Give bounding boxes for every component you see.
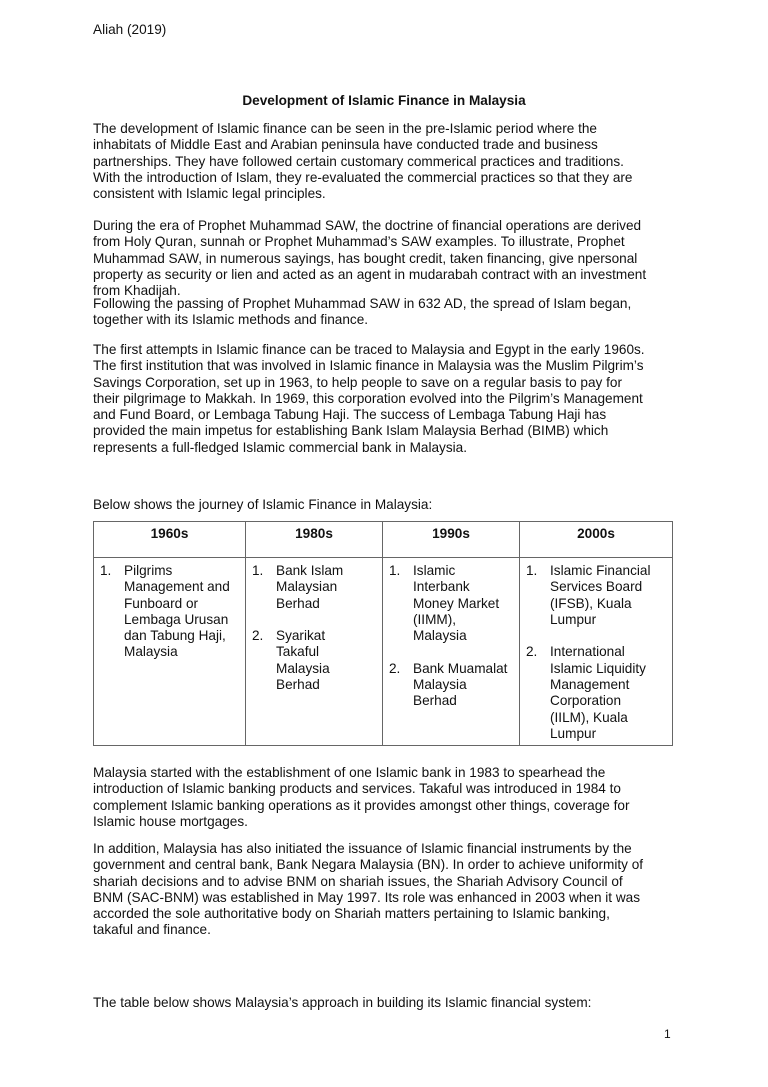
list-item	[387, 661, 515, 710]
paragraph	[93, 765, 629, 830]
page-number: 1	[664, 1027, 671, 1041]
text-line: Islamic Financial	[550, 563, 651, 578]
text-line: Malaysia	[276, 660, 330, 676]
list-number: 1.	[526, 563, 538, 578]
list-item	[250, 563, 378, 612]
text-line: The development of Islamic finance can be seen in the pre-Islamic period where the	[93, 121, 597, 136]
list-text	[276, 563, 343, 612]
text-line: Malaysia	[413, 628, 467, 644]
text-line: During the era of Prophet Muhammad SAW, the doctrine of financial operations are derived	[93, 218, 642, 233]
text-line: Bank Muamalat	[413, 660, 508, 676]
text-line: Berhad	[276, 595, 320, 611]
text-line: their pilgrimage to Makkah. In 1969, this corporation evolved into the Pilgrim’s Management	[93, 390, 643, 406]
list-item	[524, 563, 668, 628]
text-line: partnerships. They have followed certain customary commerical practices and traditions.	[93, 153, 624, 169]
text-line: Savings Corporation, set up in 1963, to help people to save on a regular basis to pay for	[93, 374, 622, 390]
text-line: Berhad	[413, 693, 457, 709]
paragraph	[93, 841, 643, 939]
text-line: accorded the sole authoritative body on Shariah matters pertaining to Islamic banking,	[93, 906, 610, 922]
text-line: Lembaga Urusan	[124, 611, 229, 627]
text-line: Money Market	[413, 595, 500, 611]
text-line: complement Islamic banking operations as it provides amongst other things, coverage for	[93, 797, 630, 813]
text-line: Islamic Liquidity	[550, 660, 646, 676]
text-line: Syarikat	[276, 628, 326, 644]
text-line: government and central bank, Bank Negara Malaysia (BN). In order to achieve uniformity of	[93, 857, 644, 873]
text-line: (IILM), Kuala	[550, 709, 628, 725]
page-header: Aliah (2019)	[93, 22, 167, 37]
text-line: from Holy Quran, sunnah or Prophet Muhammad’s SAW examples. To illustrate, Prophet	[93, 234, 625, 250]
text-line: Lumpur	[550, 611, 597, 627]
list-number: 1.	[389, 563, 401, 578]
text-line: Malaysia	[413, 677, 467, 693]
text-line: shariah decisions and to advise BNM on shariah issues, the Shariah Advisory Council of	[93, 873, 623, 889]
text-line: Funboard or	[124, 595, 199, 611]
text-line: and Fund Board, or Lembaga Tabung Haji. The success of Lembaga Tabung Haji has	[93, 407, 607, 423]
text-line: Management and	[124, 579, 230, 595]
text-line: Malaysia started with the establishment of one Islamic bank in 1983 to spearhead the	[93, 765, 606, 780]
text-line: from Khadijah.	[93, 283, 181, 299]
text-line: Bank Islam	[276, 563, 344, 578]
list-number: 1.	[252, 563, 264, 578]
text-line: represents a full-fledged Islamic commercial bank in Malaysia.	[93, 439, 467, 455]
text-line: International	[550, 644, 625, 660]
text-line: Takaful	[276, 644, 320, 660]
list-number: 2.	[526, 644, 538, 660]
text-line: takaful and finance.	[93, 922, 211, 938]
table-header: 1960s	[94, 522, 246, 558]
text-line: Pilgrims	[124, 563, 173, 578]
list-text	[413, 661, 507, 710]
text-line: Services Board	[550, 579, 643, 595]
paragraph	[93, 497, 432, 513]
text-line: In addition, Malaysia has also initiated the issuance of Islamic financial instruments by the	[93, 841, 632, 856]
text-line: introduction of Islamic banking products and services. Takaful was introduced in 1984 to	[93, 781, 621, 797]
text-line: consistent with Islamic legal principles.	[93, 186, 326, 202]
list-number: 1.	[100, 563, 112, 578]
text-line: Islamic	[413, 563, 456, 578]
table-header: 1980s	[246, 522, 383, 558]
timeline-table	[93, 521, 673, 746]
list-text	[276, 628, 330, 693]
table-cell	[383, 558, 520, 746]
list-item	[387, 563, 515, 644]
list-text	[550, 563, 650, 628]
table-row	[94, 558, 673, 746]
text-line: Corporation	[550, 693, 622, 709]
table-cell	[520, 558, 673, 746]
text-line: Below shows the journey of Islamic Finance in Malaysia:	[93, 497, 433, 512]
paragraph	[93, 995, 591, 1011]
text-line: The first attempts in Islamic finance can be traced to Malaysia and Egypt in the early 1960s.	[93, 342, 645, 357]
text-line: BNM (SAC-BNM) was established in May 1997. Its role was enhanced in 2003 when it was	[93, 889, 641, 905]
list-item	[250, 628, 378, 693]
paragraph	[93, 296, 631, 329]
text-line: (IIMM),	[413, 611, 457, 627]
text-line: (IFSB), Kuala	[550, 595, 632, 611]
text-line: together with its Islamic methods and finance.	[93, 312, 369, 328]
text-line: Muhammad SAW, in numerous sayings, has bought credit, taken financing, give npersonal	[93, 250, 638, 266]
paragraph	[93, 121, 632, 202]
text-line: Following the passing of Prophet Muhammad SAW in 632 AD, the spread of Islam began,	[93, 296, 632, 311]
list-number: 2.	[389, 660, 401, 676]
text-line: dan Tabung Haji,	[124, 628, 226, 644]
table-cell	[94, 558, 246, 746]
text-line: Management	[550, 677, 630, 693]
text-line: Lumpur	[550, 725, 597, 741]
paragraph	[93, 218, 646, 299]
list-text	[124, 563, 230, 661]
text-line: inhabitats of Middle East and Arabian peninsula have conducted trade and business	[93, 137, 598, 153]
table-cell	[246, 558, 383, 746]
text-line: provided the main impetus for establishing Bank Islam Malaysia Berhad (BIMB) which	[93, 423, 609, 439]
document-title: Development of Islamic Finance in Malaysia	[242, 93, 526, 108]
text-line: With the introduction of Islam, they re-evaluated the commercial practices so that they are	[93, 169, 633, 185]
list-text	[413, 563, 499, 644]
text-line: Malaysian	[276, 579, 338, 595]
list-text	[550, 644, 646, 742]
list-item	[524, 644, 668, 742]
list-number: 2.	[252, 628, 264, 644]
text-line: Islamic house mortgages.	[93, 813, 248, 829]
list-item	[98, 563, 241, 661]
text-line: The table below shows Malaysia’s approach in building its Islamic financial system:	[93, 995, 592, 1010]
table-header: 2000s	[520, 522, 673, 558]
table-header: 1990s	[383, 522, 520, 558]
text-line: property as security or lien and acted as an agent in mudarabah contract with an investment	[93, 266, 647, 282]
text-line: The first institution that was involved in Islamic finance in Malaysia was the Muslim Pilgrim’s	[93, 358, 644, 374]
text-line: Interbank	[413, 579, 470, 595]
paragraph	[93, 342, 645, 456]
text-line: Malaysia	[124, 644, 178, 660]
text-line: Berhad	[276, 677, 320, 693]
